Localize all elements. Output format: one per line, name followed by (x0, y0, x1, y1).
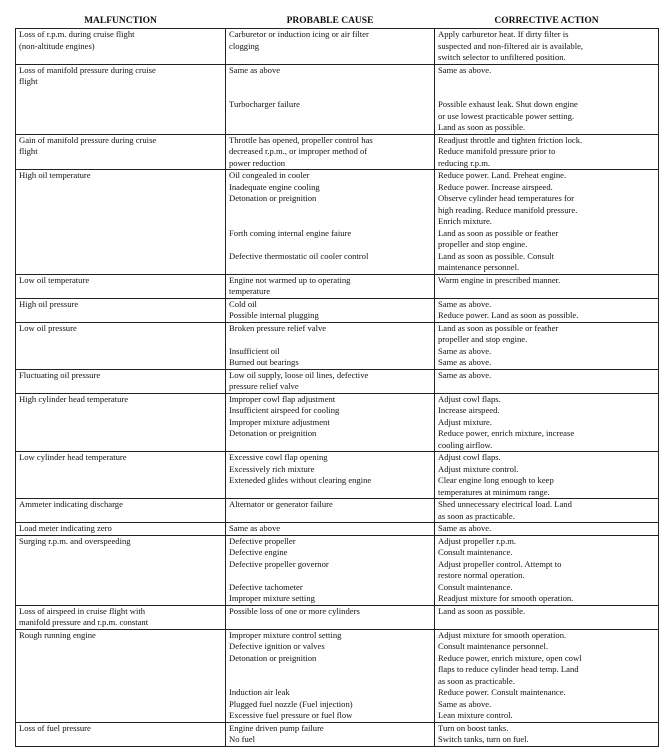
cell-line: Gain of manifold pressure during cruise (19, 134, 157, 145)
cell-line: Same as above. (438, 345, 492, 356)
probable-cause-cell (226, 393, 435, 452)
cell-line: Reduce power. Increase airspeed. (438, 181, 553, 192)
cell-line: Engine not warmed up to operating (229, 274, 351, 285)
corrective-action-cell (435, 298, 659, 322)
line-spacer (438, 76, 656, 88)
cell-line: maintenance personnel. (438, 262, 520, 272)
cell-line: High cylinder head temperature (19, 393, 129, 404)
malfunction-cell (16, 170, 226, 275)
cell-line: Improper mixture control setting (229, 629, 342, 640)
corrective-action-cell (435, 274, 659, 298)
cell-line: Switch tanks, turn on fuel. (438, 734, 529, 744)
cell-line: manifold pressure and r.p.m. constant (19, 617, 149, 627)
malfunction-cell (16, 298, 226, 322)
probable-cause-cell (226, 523, 435, 536)
probable-cause-cell (226, 499, 435, 523)
malfunction-cell (16, 393, 226, 452)
troubleshooting-table (15, 15, 659, 747)
cell-line: Same as above (229, 64, 281, 75)
corrective-action-cell (435, 629, 659, 722)
corrective-action-cell (435, 64, 659, 134)
corrective-action-cell (435, 499, 659, 523)
header-malfunction: MALFUNCTION (84, 15, 157, 26)
cell-line: Low oil supply, loose oil lines, defective (229, 369, 369, 380)
cell-line: Load meter indicating zero (19, 523, 112, 533)
cell-line: Insufficient airspeed for cooling (229, 405, 340, 415)
cell-line: Readjust mixture for smooth operation. (438, 593, 574, 603)
table-row (16, 64, 659, 134)
table-row (16, 499, 659, 523)
corrective-action-cell (435, 369, 659, 393)
line-spacer (229, 570, 432, 582)
cell-line: Same as above. (438, 298, 492, 309)
cell-line: reducing r.p.m. (438, 157, 491, 168)
cell-line: Adjust mixture control. (438, 463, 519, 474)
cell-line: Engine driven pump failure (229, 722, 324, 733)
cell-line: Defective propeller (229, 535, 296, 546)
cell-line: Defective ignition or valves (229, 641, 325, 651)
cell-line: Forth coming internal engine faiure (229, 227, 352, 238)
table-row (16, 605, 659, 629)
corrective-action-cell (435, 134, 659, 170)
cell-line: Fluctuating oil pressure (19, 369, 101, 380)
cell-line: power reduction (229, 157, 286, 168)
cell-line: Adjust propeller control. Attempt to (438, 558, 562, 569)
corrective-action-cell (435, 535, 659, 605)
cell-line: Defective tachometer (229, 581, 303, 592)
cell-line: Burned out bearings (229, 357, 299, 367)
cell-line: Surging r.p.m. and overspeeding (19, 535, 131, 546)
cell-line: flight (19, 76, 38, 86)
cell-line: Adjust mixture for smooth operation. (438, 629, 567, 640)
malfunction-cell (16, 535, 226, 605)
cell-line: Consult maintenance. (438, 581, 513, 592)
corrective-action-cell (435, 322, 659, 369)
cell-line: or use lowest practicable power setting. (438, 110, 575, 121)
table-row (16, 452, 659, 499)
cell-line: Improper cowl flap adjustment (229, 393, 336, 404)
table-row (16, 393, 659, 452)
cell-line: Lean mixture control. (438, 710, 513, 720)
cell-line: Same as above (229, 523, 281, 533)
cell-line: cooling airflow. (438, 439, 493, 450)
corrective-action-cell (435, 523, 659, 536)
probable-cause-cell (226, 134, 435, 170)
cell-line: Shed unnecessary electrical load. Land (438, 499, 572, 509)
line-spacer (229, 664, 432, 676)
table-row (16, 298, 659, 322)
cell-line: as soon as practicable. (438, 510, 515, 521)
cell-line: Loss of r.p.m. during cruise flight (19, 29, 135, 39)
probable-cause-cell (226, 629, 435, 722)
cell-line: clogging (229, 40, 260, 51)
cell-line: Warm engine in prescribed manner. (438, 274, 561, 285)
cell-line: Insufficient oil (229, 345, 280, 356)
cell-line: Low oil pressure (19, 322, 77, 333)
table-row (16, 369, 659, 393)
cell-line: Reduce power, enrich mixture, open cowl (438, 652, 582, 663)
cell-line: Readjust throttle and tighten friction lock. (438, 134, 583, 145)
cell-line: Land as soon as possible or feather (438, 322, 559, 333)
cell-line: Low oil temperature (19, 274, 90, 285)
cell-line: high reading. Reduce manifold pressure. (438, 204, 578, 215)
malfunction-cell (16, 605, 226, 629)
cell-line: Excessive fuel pressure or fuel flow (229, 710, 353, 720)
probable-cause-cell (226, 322, 435, 369)
cell-line: Land as soon as possible. (438, 122, 526, 132)
cell-line: propeller and stop engine. (438, 334, 528, 344)
probable-cause-cell (226, 298, 435, 322)
malfunction-cell (16, 499, 226, 523)
table-row (16, 274, 659, 298)
cell-line: Observe cylinder head temperatures for (438, 193, 575, 203)
cell-line: flaps to reduce cylinder head temp. Land (438, 664, 579, 674)
line-spacer (229, 205, 432, 217)
cell-line: restore normal operation. (438, 570, 525, 580)
cell-line: Reduce power. Land as soon as possible. (438, 310, 579, 320)
probable-cause-cell (226, 605, 435, 629)
malfunction-cell (16, 134, 226, 170)
probable-cause-cell (226, 535, 435, 605)
cell-line: decreased r.p.m., or improper method of (229, 146, 368, 156)
cell-line: Same as above. (438, 369, 492, 380)
line-spacer (229, 676, 432, 688)
cell-line: Detonation or preignition (229, 193, 317, 203)
malfunction-cell (16, 29, 226, 65)
cell-line: Loss of fuel pressure (19, 722, 91, 733)
line-spacer (229, 334, 432, 346)
cell-line: Land as soon as possible. (438, 605, 526, 616)
cell-line: Improper mixture adjustment (229, 416, 330, 427)
cell-line: High oil temperature (19, 170, 91, 180)
table-row (16, 170, 659, 275)
cell-line: Ammeter indicating discharge (19, 499, 123, 509)
probable-cause-cell (226, 170, 435, 275)
line-spacer (229, 88, 432, 100)
cell-line: Adjust propeller r.p.m. (438, 535, 517, 546)
cell-line: Reduce power. Consult maintenance. (438, 687, 566, 697)
table-row (16, 535, 659, 605)
cell-line: Inadequate engine cooling (229, 181, 320, 192)
cell-line: temperature (229, 286, 271, 296)
cell-line: High oil pressure (19, 298, 79, 309)
cell-line: Same as above. (438, 523, 492, 533)
table-row (16, 29, 659, 65)
cell-line: flight (19, 146, 38, 156)
cell-line: switch selector to unfiltered position. (438, 52, 566, 62)
cell-line: Turbocharger failure (229, 99, 300, 109)
malfunction-cell (16, 274, 226, 298)
cell-line: Enrich mixture. (438, 216, 492, 226)
corrective-action-cell (435, 605, 659, 629)
cell-line: Consult maintenance personnel. (438, 641, 549, 651)
corrective-action-cell (435, 393, 659, 452)
table-header-row (16, 15, 659, 29)
table-row (16, 523, 659, 536)
cell-line: Possible exhaust leak. Shut down engine (438, 99, 578, 109)
cell-line: Same as above. (438, 357, 492, 367)
cell-line: Loss of manifold pressure during cruise (19, 64, 156, 75)
cell-line: Exteneded glides without clearing engine (229, 475, 372, 485)
probable-cause-cell (226, 274, 435, 298)
line-spacer (229, 216, 432, 228)
cell-line: Adjust mixture. (438, 416, 492, 427)
cell-line: Improper mixture setting (229, 593, 315, 603)
cell-line: Reduce power. Land. Preheat engine. (438, 170, 567, 180)
cell-line: Detonation or preignition (229, 652, 317, 663)
cell-line: as soon as practicable. (438, 675, 515, 686)
cell-line: Oil congealed in cooler (229, 170, 310, 180)
table-row (16, 134, 659, 170)
cell-line: Plugged fuel nozzle (Fuel injection) (229, 698, 353, 709)
cell-line: (non-altitude engines) (19, 40, 95, 51)
table-row (16, 322, 659, 369)
cell-line: Consult maintenance. (438, 547, 513, 557)
header-probable-cause: PROBABLE CAUSE (286, 15, 374, 26)
malfunction-cell (16, 629, 226, 722)
cell-line: Throttle has opened, propeller control has (229, 134, 373, 145)
cell-line: Same as above. (438, 698, 492, 709)
cell-line: Turn on boost tanks. (438, 722, 509, 733)
probable-cause-cell (226, 29, 435, 65)
probable-cause-cell (226, 369, 435, 393)
cell-line: Clear engine long enough to keep (438, 475, 554, 485)
cell-line: Same as above. (438, 64, 492, 75)
corrective-action-cell (435, 170, 659, 275)
cell-line: Detonation or preignition (229, 428, 317, 438)
cell-line: Adjust cowl flaps. (438, 452, 501, 462)
probable-cause-cell (226, 64, 435, 134)
malfunction-cell (16, 64, 226, 134)
corrective-action-cell (435, 452, 659, 499)
cell-line: suspected and non-filtered air is available, (438, 40, 584, 51)
header-corrective-action: CORRECTIVE ACTION (494, 15, 599, 26)
cell-line: Excessive cowl flap opening (229, 452, 328, 462)
cell-line: Excessively rich mixture (229, 463, 315, 474)
cell-line: Defective propeller governor (229, 558, 329, 569)
cell-line: pressure relief valve (229, 381, 299, 391)
cell-line: Reduce manifold pressure prior to (438, 146, 556, 156)
cell-line: propeller and stop engine. (438, 239, 528, 249)
corrective-action-cell (435, 29, 659, 65)
cell-line: Possible internal plugging (229, 310, 319, 320)
malfunction-cell (16, 523, 226, 536)
probable-cause-cell (226, 452, 435, 499)
malfunction-cell (16, 369, 226, 393)
malfunction-cell (16, 322, 226, 369)
cell-line: Apply carburetor heat. If dirty filter is (438, 29, 569, 39)
cell-line: Loss of airspeed in cruise flight with (19, 605, 146, 616)
line-spacer (229, 239, 432, 251)
malfunction-cell (16, 452, 226, 499)
table-row (16, 629, 659, 722)
cell-line: Possible loss of one or more cylinders (229, 605, 360, 616)
cell-line: Cold oil (229, 298, 257, 309)
line-spacer (229, 76, 432, 88)
cell-line: Carburetor or induction icing or air filter (229, 29, 369, 39)
line-spacer (438, 88, 656, 100)
cell-line: No fuel (229, 734, 256, 744)
cell-line: Defective engine (229, 547, 288, 557)
cell-line: Induction air leak (229, 687, 290, 697)
cell-line: temperatures at minimum range. (438, 486, 550, 497)
table-body (16, 29, 659, 747)
cell-line: Reduce power, enrich mixture, increase (438, 428, 575, 438)
cell-line: Defective thermostatic oil cooler control (229, 250, 369, 261)
cell-line: Broken pressure relief valve (229, 322, 327, 333)
cell-line: Alternator or generator failure (229, 499, 333, 509)
cell-line: Land as soon as possible. Consult (438, 250, 555, 261)
cell-line: Rough running engine (19, 629, 96, 640)
cell-line: Land as soon as possible or feather (438, 227, 559, 238)
cell-line: Adjust cowl flaps. (438, 393, 501, 404)
cell-line: Low cylinder head temperature (19, 452, 127, 462)
cell-line: Increase airspeed. (438, 405, 500, 415)
